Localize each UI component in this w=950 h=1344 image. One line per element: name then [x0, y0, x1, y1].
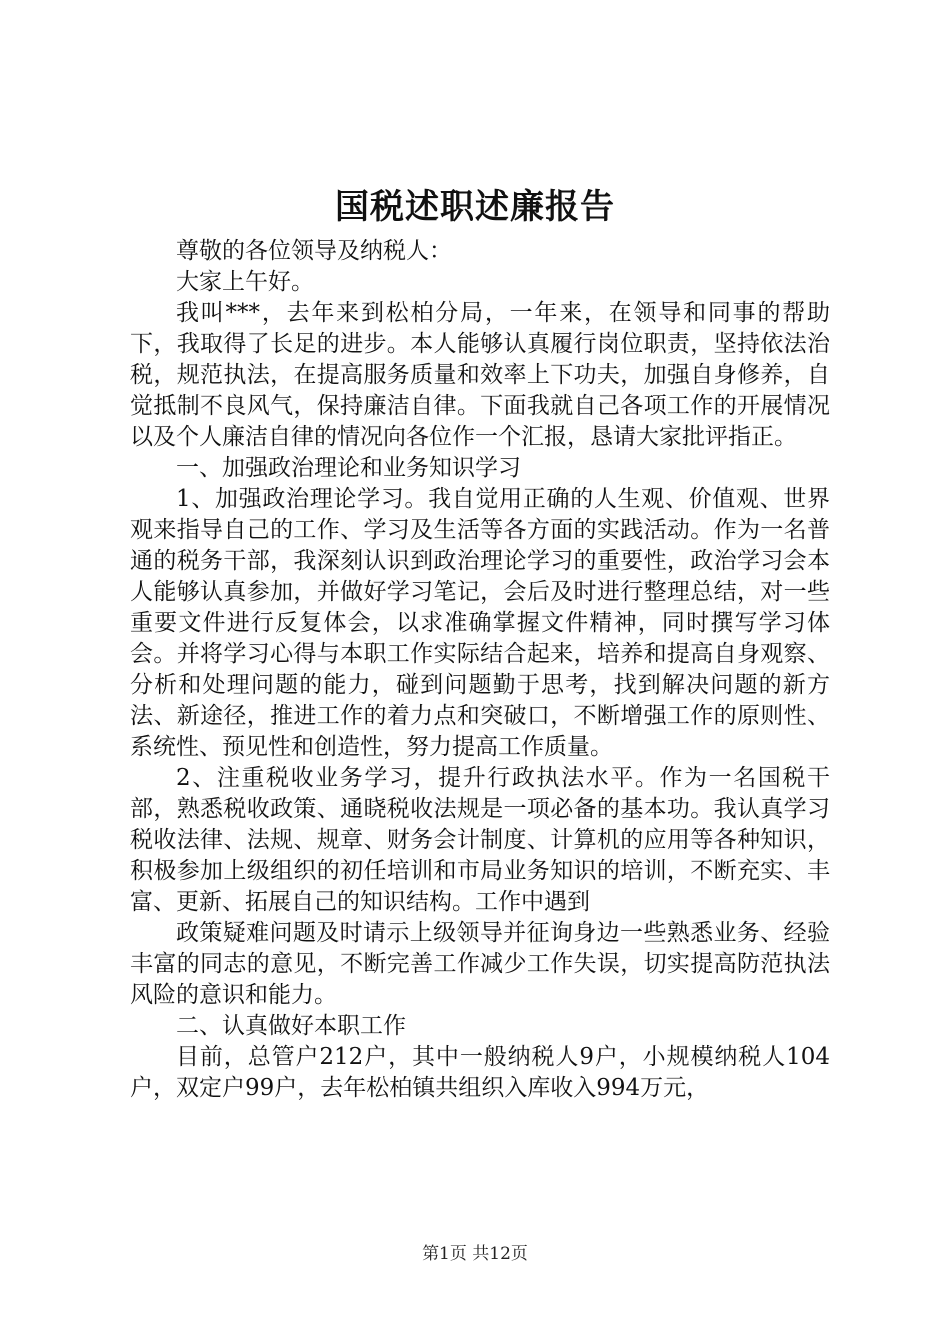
greeting: 大家上午好。	[176, 269, 314, 295]
section-heading-2: 二、认真做好本职工作	[176, 1013, 406, 1039]
document-body	[130, 236, 830, 1104]
paragraph-tax-study: 2、注重税收业务学习，提升行政执法水平。作为一名国税干部，熟悉税收政策、通晓税收法规是一项必备的基本功。我认真学习税收法律、法规、规章、财务会计制度、计算机的应用等各种知识，积极参加上级组织的初任培训和市局业务知识的培训，不断充实、丰富、更新、拓展自己的知识结构。工作中遇到	[130, 765, 830, 915]
document-title: 国税述职述廉报告	[335, 187, 615, 227]
paragraph-current-work: 目前，总管户212户，其中一般纳税人9户，小规模纳税人104户，双定户99户，去年松柏镇共组织入库收入994万元，	[130, 1044, 830, 1101]
section-heading-1: 一、加强政治理论和业务知识学习	[176, 455, 521, 481]
paragraph-political-study: 1、加强政治理论学习。我自觉用正确的人生观、价值观、世界观来指导自己的工作、学习及生活等各方面的实践活动。作为一名普通的税务干部，我深刻认识到政治理论学习的重要性，政治学习会本人能够认真参加，并做好学习笔记，会后及时进行整理总结，对一些重要文件进行反复体会，以求准确掌握文件精神，同时撰写学习体会。并将学习心得与本职工作实际结合起来，培养和提高自身观察、分析和处理问题的能力，碰到问题勤于思考，找到解决问题的新方法、新途径，推进工作的着力点和突破口，不断增强工作的原则性、系统性、预见性和创造性，努力提高工作质量。	[130, 486, 830, 760]
page-number-footer: 第1页 共12页	[422, 1244, 528, 1264]
salutation: 尊敬的各位领导及纳税人：	[176, 238, 452, 264]
paragraph-policy-questions: 政策疑难问题及时请示上级领导并征询身边一些熟悉业务、经验丰富的同志的意见，不断完善工作减少工作失误，切实提高防范执法风险的意识和能力。	[130, 920, 830, 1008]
intro-paragraph: 我叫***，去年来到松柏分局，一年来，在领导和同事的帮助下，我取得了长足的进步。本人能够认真履行岗位职责，坚持依法治税，规范执法，在提高服务质量和效率上下功夫，加强自身修养，自觉抵制不良风气，保持廉洁自律。下面我就自己各项工作的开展情况以及个人廉洁自律的情况向各位作一个汇报，恳请大家批评指正。	[130, 300, 830, 450]
